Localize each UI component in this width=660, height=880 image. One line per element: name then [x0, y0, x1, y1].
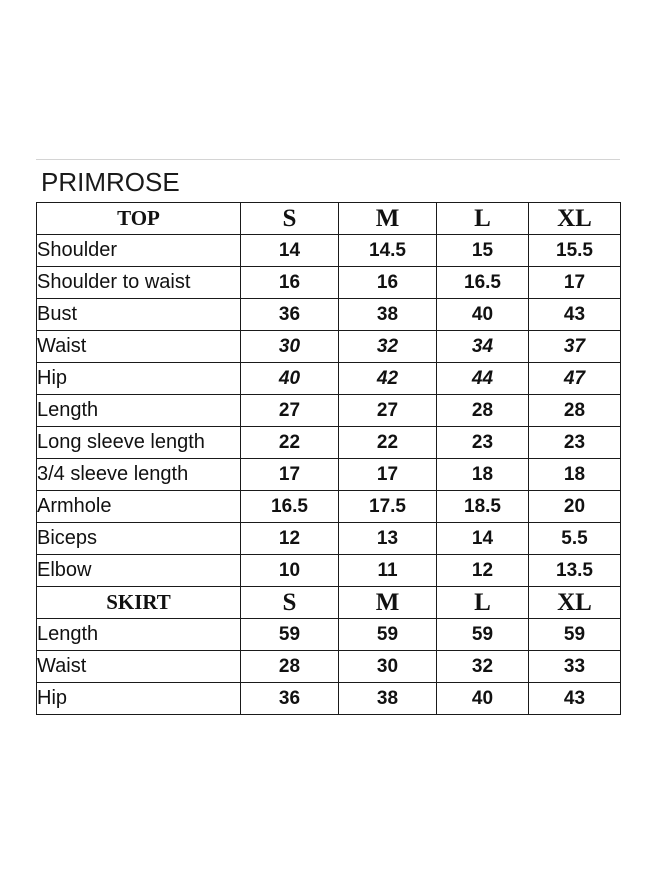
measurement-value: 11: [339, 555, 437, 587]
measurement-value: 15: [437, 235, 529, 267]
measurement-value: 59: [529, 619, 621, 651]
measurement-value: 10: [241, 555, 339, 587]
measurement-value: 34: [437, 331, 529, 363]
measurement-value: 18: [529, 459, 621, 491]
measurement-label: Hip: [37, 363, 241, 395]
measurement-value: 44: [437, 363, 529, 395]
measurement-label: Waist: [37, 331, 241, 363]
measurement-value: 23: [529, 427, 621, 459]
measurement-value: 33: [529, 651, 621, 683]
measurement-label: Waist: [37, 651, 241, 683]
measurement-value: 15.5: [529, 235, 621, 267]
measurement-value: 59: [437, 619, 529, 651]
measurement-value: 43: [529, 683, 621, 715]
measurement-value: 40: [437, 683, 529, 715]
measurement-value: 16: [241, 267, 339, 299]
measurement-value: 17: [241, 459, 339, 491]
measurement-label: Elbow: [37, 555, 241, 587]
top-size-header: XL: [529, 203, 621, 235]
measurement-value: 16.5: [241, 491, 339, 523]
measurement-label: Length: [37, 395, 241, 427]
measurement-value: 28: [529, 395, 621, 427]
table-row: [37, 331, 621, 363]
measurement-value: 20: [529, 491, 621, 523]
measurement-value: 23: [437, 427, 529, 459]
measurement-value: 5.5: [529, 523, 621, 555]
measurement-value: 36: [241, 299, 339, 331]
size-chart: [36, 159, 620, 715]
measurement-value: 32: [339, 331, 437, 363]
measurement-value: 16.5: [437, 267, 529, 299]
measurement-value: 14.5: [339, 235, 437, 267]
measurement-value: 17.5: [339, 491, 437, 523]
measurement-value: 14: [437, 523, 529, 555]
table-row: [37, 235, 621, 267]
measurement-value: 59: [241, 619, 339, 651]
measurement-value: 40: [437, 299, 529, 331]
measurement-value: 27: [241, 395, 339, 427]
measurement-value: 40: [241, 363, 339, 395]
measurement-value: 12: [437, 555, 529, 587]
measurement-value: 32: [437, 651, 529, 683]
skirt-header-row: [37, 587, 621, 619]
table-row: [37, 651, 621, 683]
measurement-label: Shoulder: [37, 235, 241, 267]
measurement-value: 42: [339, 363, 437, 395]
table-row: [37, 491, 621, 523]
measurement-label: Bust: [37, 299, 241, 331]
measurement-value: 59: [339, 619, 437, 651]
measurement-label: 3/4 sleeve length: [37, 459, 241, 491]
skirt-size-header: S: [241, 587, 339, 619]
measurement-value: 27: [339, 395, 437, 427]
measurement-value: 22: [339, 427, 437, 459]
measurement-value: 30: [339, 651, 437, 683]
table-row: [37, 619, 621, 651]
table-row: [37, 363, 621, 395]
measurement-label: Armhole: [37, 491, 241, 523]
measurement-label: Biceps: [37, 523, 241, 555]
table-row: [37, 683, 621, 715]
measurement-value: 28: [241, 651, 339, 683]
skirt-size-header: M: [339, 587, 437, 619]
skirt-size-header: L: [437, 587, 529, 619]
measurement-value: 30: [241, 331, 339, 363]
measurement-value: 17: [339, 459, 437, 491]
measurement-value: 16: [339, 267, 437, 299]
measurement-value: 36: [241, 683, 339, 715]
top-size-header: S: [241, 203, 339, 235]
measurement-value: 13: [339, 523, 437, 555]
measurement-label: Hip: [37, 683, 241, 715]
table-row: [37, 523, 621, 555]
measurement-value: 12: [241, 523, 339, 555]
measurement-value: 28: [437, 395, 529, 427]
top-size-header: L: [437, 203, 529, 235]
table-row: [37, 427, 621, 459]
chart-title: PRIMROSE: [41, 167, 180, 197]
measurement-label: Long sleeve length: [37, 427, 241, 459]
measurement-label: Length: [37, 619, 241, 651]
measurement-value: 18.5: [437, 491, 529, 523]
top-section-label: TOP: [37, 203, 241, 235]
measurement-value: 38: [339, 299, 437, 331]
table-row: [37, 459, 621, 491]
measurement-value: 38: [339, 683, 437, 715]
measurement-value: 18: [437, 459, 529, 491]
measurement-value: 17: [529, 267, 621, 299]
measurement-value: 47: [529, 363, 621, 395]
skirt-section-label: SKIRT: [37, 587, 241, 619]
skirt-size-header: XL: [529, 587, 621, 619]
measurement-label: Shoulder to waist: [37, 267, 241, 299]
measurement-value: 14: [241, 235, 339, 267]
size-table: [36, 202, 621, 715]
top-size-header: M: [339, 203, 437, 235]
top-header-row: [37, 203, 621, 235]
table-row: [37, 267, 621, 299]
measurement-value: 13.5: [529, 555, 621, 587]
measurement-value: 37: [529, 331, 621, 363]
table-row: [37, 555, 621, 587]
measurement-value: 22: [241, 427, 339, 459]
table-row: [37, 299, 621, 331]
table-row: [37, 395, 621, 427]
measurement-value: 43: [529, 299, 621, 331]
